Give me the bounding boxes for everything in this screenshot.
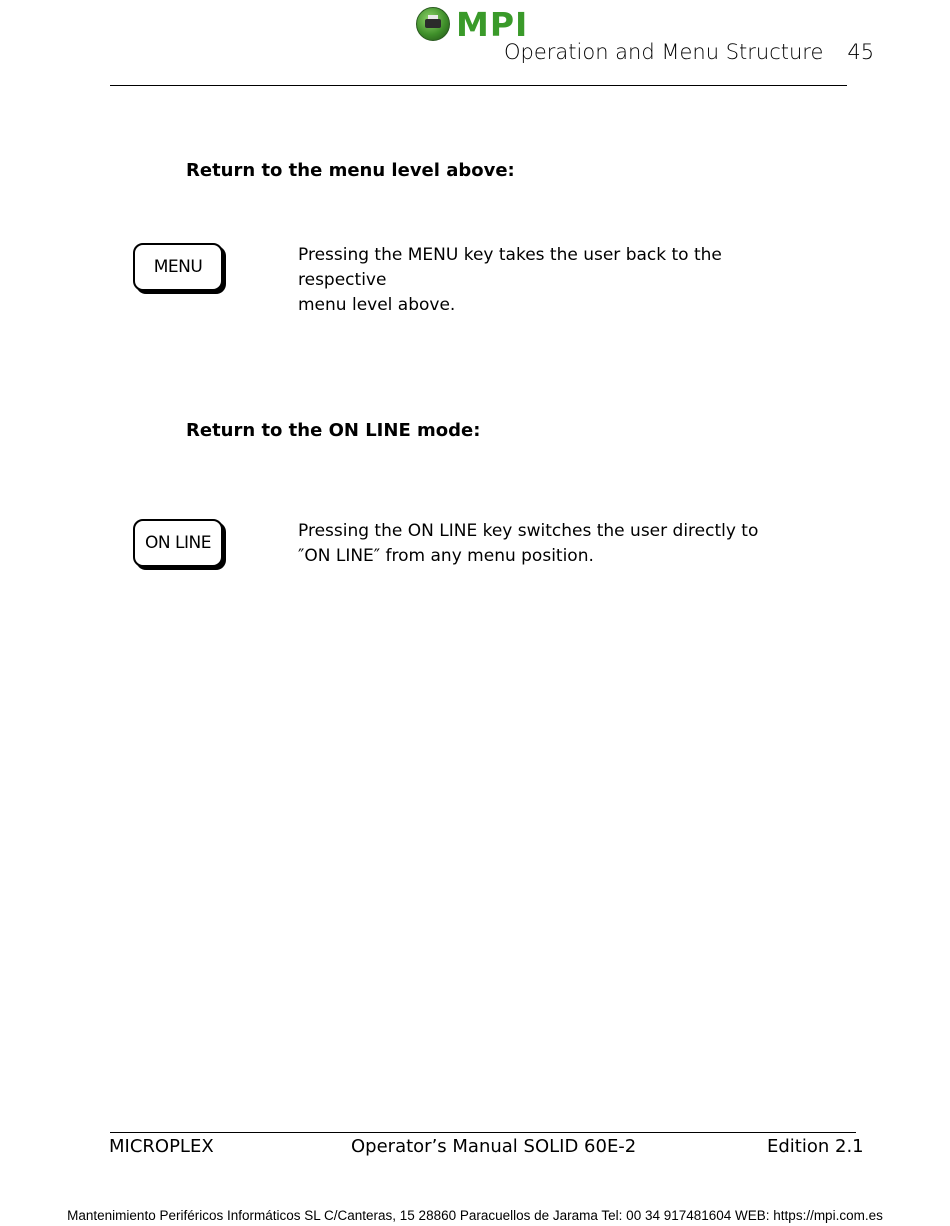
logo-text: MPI — [456, 4, 529, 44]
menu-key-description — [298, 243, 808, 318]
description-line: Pressing the ON LINE key switches the user directly to — [298, 521, 759, 541]
mpi-logo — [416, 6, 528, 42]
footer-rule — [110, 1132, 856, 1133]
header-title: Operation and Menu Structure — [504, 40, 824, 64]
footer-company: MICROPLEX — [109, 1136, 214, 1157]
online-key-description — [298, 519, 808, 569]
description-line: menu level above. — [298, 295, 456, 315]
header-rule — [110, 85, 847, 86]
footer-edition: Edition 2.1 — [767, 1136, 864, 1157]
online-key: ON LINE — [133, 519, 223, 567]
contact-note: Mantenimiento Periféricos Informáticos SL C/Canteras, 15 28860 Paracuellos de Jarama Tel: 00 34 917481604 WEB: https://mpi.com.es — [67, 1208, 883, 1223]
page-number: 45 — [847, 40, 875, 64]
printer-icon — [416, 7, 450, 41]
footer-manual-title: Operator’s Manual SOLID 60E-2 — [351, 1136, 637, 1157]
description-line: ″ON LINE″ from any menu position. — [298, 546, 594, 566]
section-heading-online: Return to the ON LINE mode: — [186, 420, 481, 441]
menu-key: MENU — [133, 243, 223, 291]
page-header — [504, 40, 874, 64]
description-line: Pressing the MENU key takes the user back to the respective — [298, 245, 722, 290]
section-heading-menu: Return to the menu level above: — [186, 160, 515, 181]
